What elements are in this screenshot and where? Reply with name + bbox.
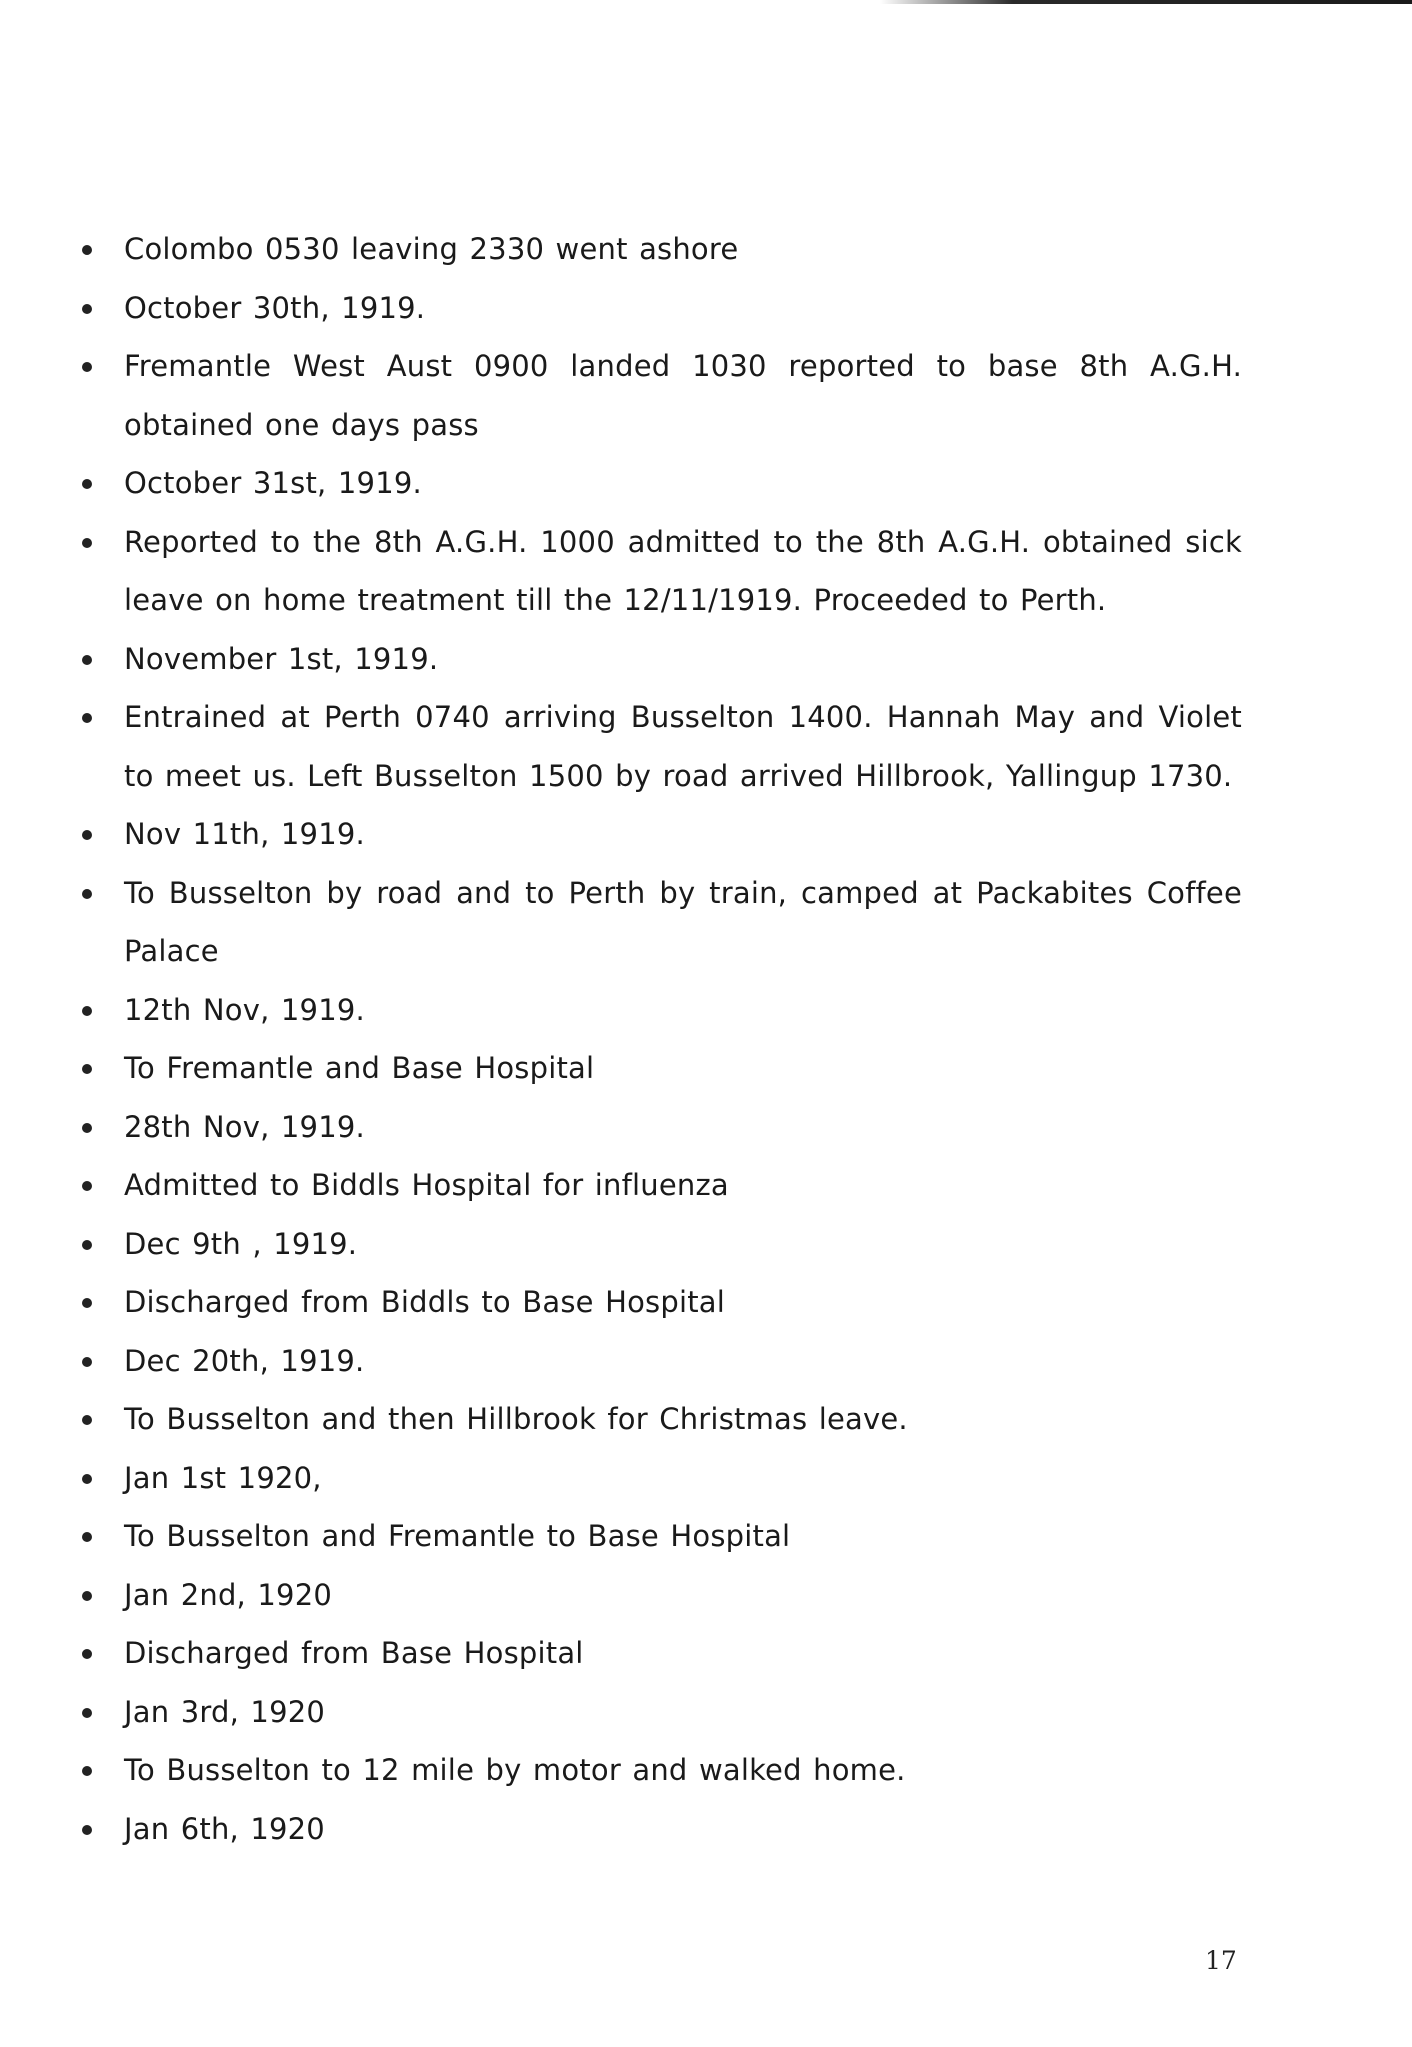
bullet-icon [82,1766,92,1776]
entry-text: Discharged from Base Hospital [124,1636,584,1670]
bullet-icon [82,1064,92,1074]
list-item [82,1741,1242,1800]
list-item [82,513,1242,630]
bullet-icon [82,1474,92,1484]
list-item [82,337,1242,454]
entry-text: Discharged from Biddls to Base Hospital [124,1285,726,1319]
entry-date: November 1st, 1919. [124,641,439,676]
list-item [82,1390,1242,1449]
entry-date: Dec 20th, 1919. [124,1343,365,1378]
entry-text: To Busselton and then Hillbrook for Christmas leave. [124,1402,908,1436]
list-item [82,220,1242,279]
list-item [82,805,1242,864]
entry-text: Reported to the 8th A.G.H. 1000 admitted to the 8th A.G.H. obtained sick leave on home treatment till the 12/11/1919. Proceeded to Perth. [124,524,1242,617]
list-item [82,1156,1242,1215]
list-item [82,981,1242,1040]
bullet-icon [82,1357,92,1367]
bullet-icon [82,889,92,899]
list-item [82,1449,1242,1508]
entry-text: Colombo 0530 leaving 2330 went ashore [124,232,739,266]
bullet-icon [82,1825,92,1835]
list-item [82,1039,1242,1098]
list-item [82,864,1242,981]
bullet-icon [82,1649,92,1659]
bullet-icon [82,1240,92,1250]
page-number: 17 [1205,1946,1237,1975]
entry-date: 12th Nov, 1919. [124,992,365,1027]
entry-date: 28th Nov, 1919. [124,1109,365,1144]
scan-edge-shadow [880,0,1412,4]
bullet-icon [82,1006,92,1016]
entry-date: Jan 2nd, 1920 [124,1577,332,1612]
bullet-icon [82,479,92,489]
entry-date: Dec 9th , 1919. [124,1226,358,1261]
list-item [82,1215,1242,1274]
entry-text: To Busselton by road and to Perth by train, camped at Packabites Coffee Palace [124,875,1242,968]
bullet-icon [82,362,92,372]
list-item [82,688,1242,805]
diary-entry-list [82,220,1242,1858]
list-item [82,454,1242,513]
bullet-icon [82,1532,92,1542]
entry-text: To Busselton and Fremantle to Base Hospital [124,1519,791,1553]
bullet-icon [82,1181,92,1191]
list-item [82,1332,1242,1391]
list-item [82,1566,1242,1625]
entry-text: Admitted to Biddls Hospital for influenza [124,1168,729,1202]
entry-date: Jan 3rd, 1920 [124,1694,326,1729]
bullet-icon [82,713,92,723]
list-item [82,1273,1242,1332]
list-item [82,1098,1242,1157]
entry-date: Jan 1st 1920, [124,1460,322,1495]
entry-date: Nov 11th, 1919. [124,817,365,851]
list-item [82,1624,1242,1683]
list-item [82,630,1242,689]
list-item [82,1683,1242,1742]
bullet-icon [82,304,92,314]
bullet-icon [82,538,92,548]
bullet-icon [82,1415,92,1425]
entry-text: To Fremantle and Base Hospital [124,1051,595,1085]
bullet-icon [82,1298,92,1308]
list-item [82,1800,1242,1859]
bullet-icon [82,1591,92,1601]
bullet-icon [82,655,92,665]
entry-date: October 30th, 1919. [124,290,426,325]
bullet-icon [82,1708,92,1718]
bullet-icon [82,830,92,840]
entry-date: Jan 6th, 1920 [124,1811,325,1846]
entry-date: October 31st, 1919. [124,466,422,500]
entry-text: Fremantle West Aust 0900 landed 1030 reported to base 8th A.G.H. obtained one days pass [124,349,1242,442]
entry-text: Entrained at Perth 0740 arriving Busselton 1400. Hannah May and Violet to meet us. Left Busselton 1500 by road arrived Hillbrook, Yallingup 1730. [124,700,1242,793]
entry-text: To Busselton to 12 mile by motor and walked home. [124,1753,906,1787]
bullet-icon [82,1123,92,1133]
list-item [82,1507,1242,1566]
bullet-icon [82,245,92,255]
list-item [82,279,1242,338]
